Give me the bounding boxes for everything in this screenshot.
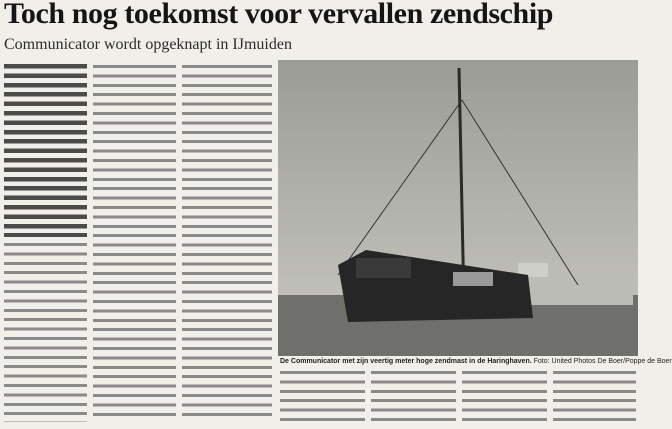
caption-text: De Communicator met zijn veertig meter hoge zendmast in de Haringhaven.	[280, 358, 532, 365]
article-lead-paragraph	[4, 62, 87, 237]
headline: Toch nog toekomst voor vervallen zendschip	[4, 0, 554, 30]
article-column-3	[182, 62, 272, 422]
photo-credit: Foto: United Photos De Boer/Poppe de Boer	[533, 358, 672, 365]
article-column-2	[93, 62, 176, 422]
article-column-7	[553, 368, 636, 424]
article-column-4	[280, 368, 365, 424]
photo-caption	[280, 357, 672, 366]
subhead: Communicator wordt opgeknapt in IJmuiden	[4, 36, 292, 53]
article-column-6	[462, 368, 547, 424]
ship-photo-illustration	[278, 60, 638, 356]
article-column-1	[4, 240, 87, 422]
ship-photo	[278, 60, 638, 356]
article-column-5	[371, 368, 456, 424]
